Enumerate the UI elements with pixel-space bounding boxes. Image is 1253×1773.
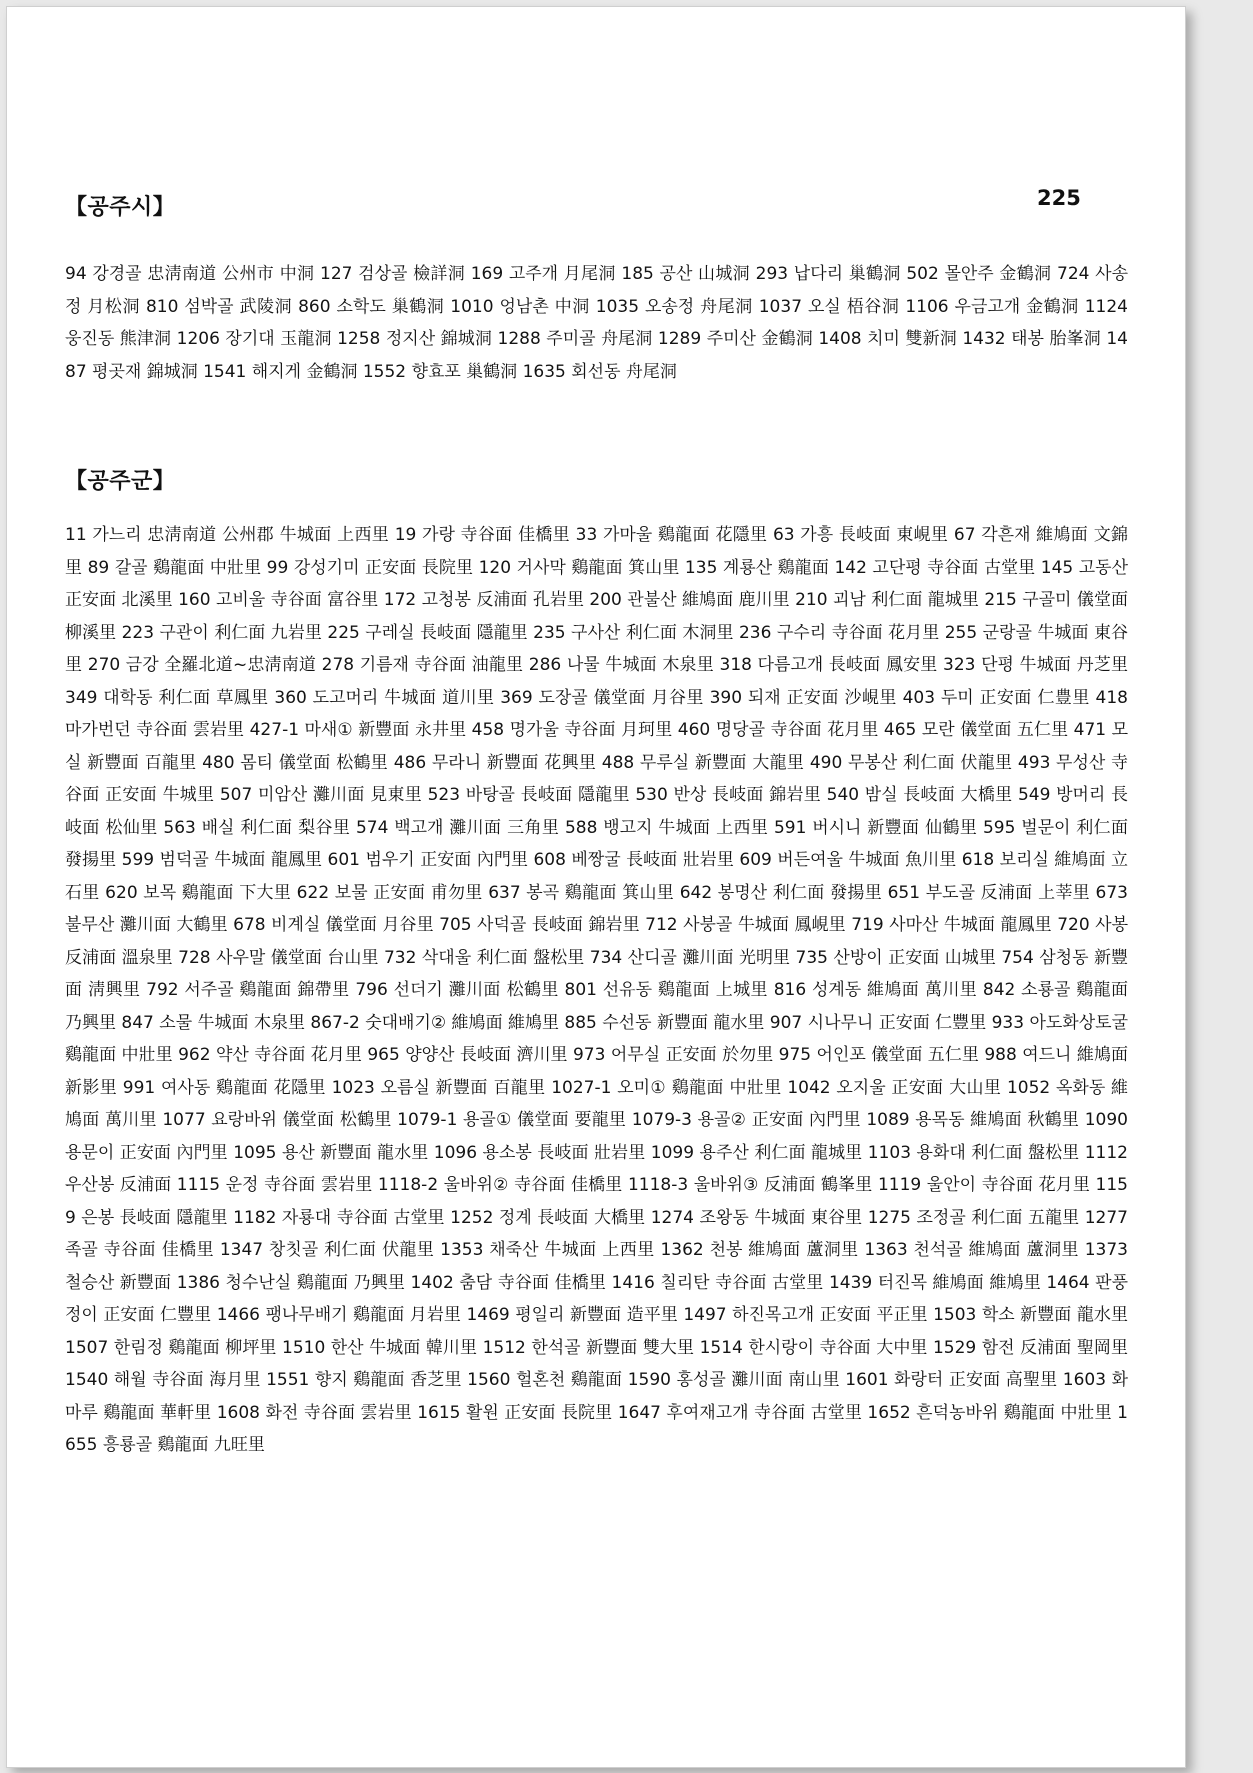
- section-entries-gongju-si: 94 강경골 忠淸南道 公州市 中洞 127 검상골 檢詳洞 169 고주개 月尾洞 185 공산 山城洞 293 납다리 巢鶴洞 502 몰안주 金鶴洞 724 사송정 月松洞 810 섬박골 武陵洞 860 소학도 巢鶴洞 1010 엉남촌 中洞 1035 오송정 舟尾洞 1037 오실 梧谷洞 1106 우금고개 金鶴洞 1124 웅진동 熊津洞 1206 장기대 玉龍洞 1258 정지산 錦城洞 1288 주미골 舟尾洞 1289 주미산 金鶴洞 1408 치미 雙新洞 1432 태봉 胎峯洞 1487 평곳재 錦城洞 1541 해지게 金鶴洞 1552 향효포 巢鶴洞 1635 회선동 舟尾洞: [65, 264, 1128, 382]
- section-heading-gongju-gun: 【공주군】: [65, 469, 176, 494]
- section-heading-gongju-si: 【공주시】: [65, 195, 176, 220]
- page-number: 225: [1037, 186, 1081, 210]
- document-page: [6, 6, 1186, 1768]
- section-entries-gongju-gun: 11 가느리 忠淸南道 公州郡 牛城面 上西里 19 가랑 寺谷面 佳橋里 33 가마울 鷄龍面 花隱里 63 가흥 長岐面 東峴里 67 각흔재 維鳩面 文錦里 89 갈골 鷄龍面 中壯里 99 강성기미 正安面 長院里 120 거사막 鷄龍面 箕山里 135 계룡산 鷄龍面 142 고단평 寺谷面 古堂里 145 고동산 正安面 北溪里 160 고비울 寺谷面 富谷里 172 고청봉 反浦面 孔岩里 200 관불산 維鳩面 鹿川里 210 괴남 利仁面 龍城里 215 구골미 儀堂面 柳溪里 223 구관이 利仁面 九岩里 225 구레실 長岐面 隱龍里 235 구사산 利仁面 木洞里 236 구수리 寺谷面 花月里 255 군랑골 牛城面 東谷里 270 금강 全羅北道~忠淸南道 278 기름재 寺谷面 油龍里 286 나물 牛城面 木泉里 318 다름고개 長岐面 鳳安里 323 단평 牛城面 丹芝里 349 대학동 利仁面 草鳳里 360 도고머리 牛城面 道川里 369 도장골 儀堂面 月谷里 390 되재 正安面 沙峴里 403 두미 正安面 仁豊里 418 마가번던 寺谷面 雲岩里 427-1 마새① 新豐面 永井里 458 명가울 寺谷面 月珂里 460 명당골 寺谷面 花月里 465 모란 儀堂面 五仁里 471 모실 新豐面 百龍里 480 몸티 儀堂面 松鶴里 486 무라니 新豐面 花興里 488 무루실 新豐面 大龍里 490 무봉산 利仁面 伏龍里 493 무성산 寺谷面 正安面 牛城里 507 미암산 灘川面 見東里 523 바탕골 長岐面 隱龍里 530 반상 長岐面 錦岩里 540 밤실 長岐面 大橋里 549 방머리 長岐面 松仙里 563 배실 利仁面 梨谷里 574 백고개 灘川面 三角里 588 뱅고지 牛城面 上西里 591 버시니 新豐面 仙鶴里 595 벌문이 利仁面 發揚里 599 범덕골 牛城面 龍鳳里 601 범우기 正安面 內門里 608 베짱굴 長岐面 壯岩里 609 버든여울 牛城面 魚川里 618 보리실 維鳩面 立石里 620 보목 鷄龍面 下大里 622 보물 正安面 甫勿里 637 봉곡 鷄龍面 箕山里 642 봉명산 利仁面 發揚里 651 부도골 反浦面 上莘里 673 불무산 灘川面 大鶴里 678 비계실 儀堂面 月谷里 705 사덕골 長岐面 錦岩里 712 사붕골 牛城面 鳳峴里 719 사마산 牛城面 龍鳳里 720 사봉 反浦面 溫泉里 728 사우말 儀堂面 台山里 732 삭대울 利仁面 盤松里 734 산디골 灘川面 光明里 735 산방이 正安面 山城里 754 삼청동 新豐面 淸興里 792 서주골 鷄龍面 錦帶里 796 선더기 灘川面 松鶴里 801 선유동 鷄龍面 上城里 816 성계동 維鳩面 萬川里 842 소룡골 鷄龍面 乃興里 847 소물 牛城面 木泉里 867-2 숫대배기② 維鳩面 維鳩里 885 수선동 新豐面 龍水里 907 시나무니 正安面 仁豐里 933 아도화상토굴 鷄龍面 中壯里 962 약산 寺谷面 花月里 965 양양산 長岐面 濟川里 973 어무실 正安面 於勿里 975 어인포 儀堂面 五仁里 988 여드니 維鳩面 新影里 991 여사동 鷄龍面 花隱里 1023 오름실 新豐面 百龍里 1027-1 오미① 鷄龍面 中壯里 1042 오지울 正安面 大山里 1052 옥화동 維鳩面 萬川里 1077 요랑바위 儀堂面 松鶴里 1079-1 용골① 儀堂面 要龍里 1079-3 용골② 正安面 內門里 1089 용목동 維鳩面 秋鶴里 1090 용문이 正安面 內門里 1095 용산 新豐面 龍水里 1096 용소봉 長岐面 壯岩里 1099 용주산 利仁面 龍城里 1103 용화대 利仁面 盤松里 1112 우산봉 反浦面 1115 운정 寺谷面 雲岩里 1118-2 울바위② 寺谷面 佳橋里 1118-3 울바위③ 反浦面 鶴峯里 1119 울안이 寺谷面 花月里 1159 은봉 長岐面 隱龍里 1182 자룡대 寺谷面 古堂里 1252 정계 長岐面 大橋里 1274 조왕동 牛城面 東谷里 1275 조정골 利仁面 五龍里 1277 족골 寺谷面 佳橋里 1347 창칫골 利仁面 伏龍里 1353 채죽산 牛城面 上西里 1362 천봉 維鳩面 蘆洞里 1363 천석골 維鳩面 蘆洞里 1373 철승산 新豐面 1386 청수난실 鷄龍面 乃興里 1402 춤담 寺谷面 佳橋里 1416 칠리탄 寺谷面 古堂里 1439 터진목 維鳩面 維鳩里 1464 판풍정이 正安面 仁豐里 1466 팽나무배기 鷄龍面 月岩里 1469 평일리 新豐面 造平里 1497 하진목고개 正安面 平正里 1503 학소 新豐面 龍水里 1507 한림정 鷄龍面 柳坪里 1510 한산 牛城面 韓川里 1512 한석골 新豐面 雙大里 1514 한시랑이 寺谷面 大中里 1529 함전 反浦面 聖岡里 1540 해월 寺谷面 海月里 1551 향지 鷄龍面 香芝里 1560 헐혼천 鷄龍面 1590 홍성골 灘川面 南山里 1601 화랑터 正安面 高聖里 1603 화마루 鷄龍面 華軒里 1608 화전 寺谷面 雲岩里 1615 활원 正安面 長院里 1647 후여재고개 寺谷面 古堂里 1652 흔덕농바위 鷄龍面 中壯里 1655 흥룡골 鷄龍面 九旺里: [65, 525, 1128, 1455]
